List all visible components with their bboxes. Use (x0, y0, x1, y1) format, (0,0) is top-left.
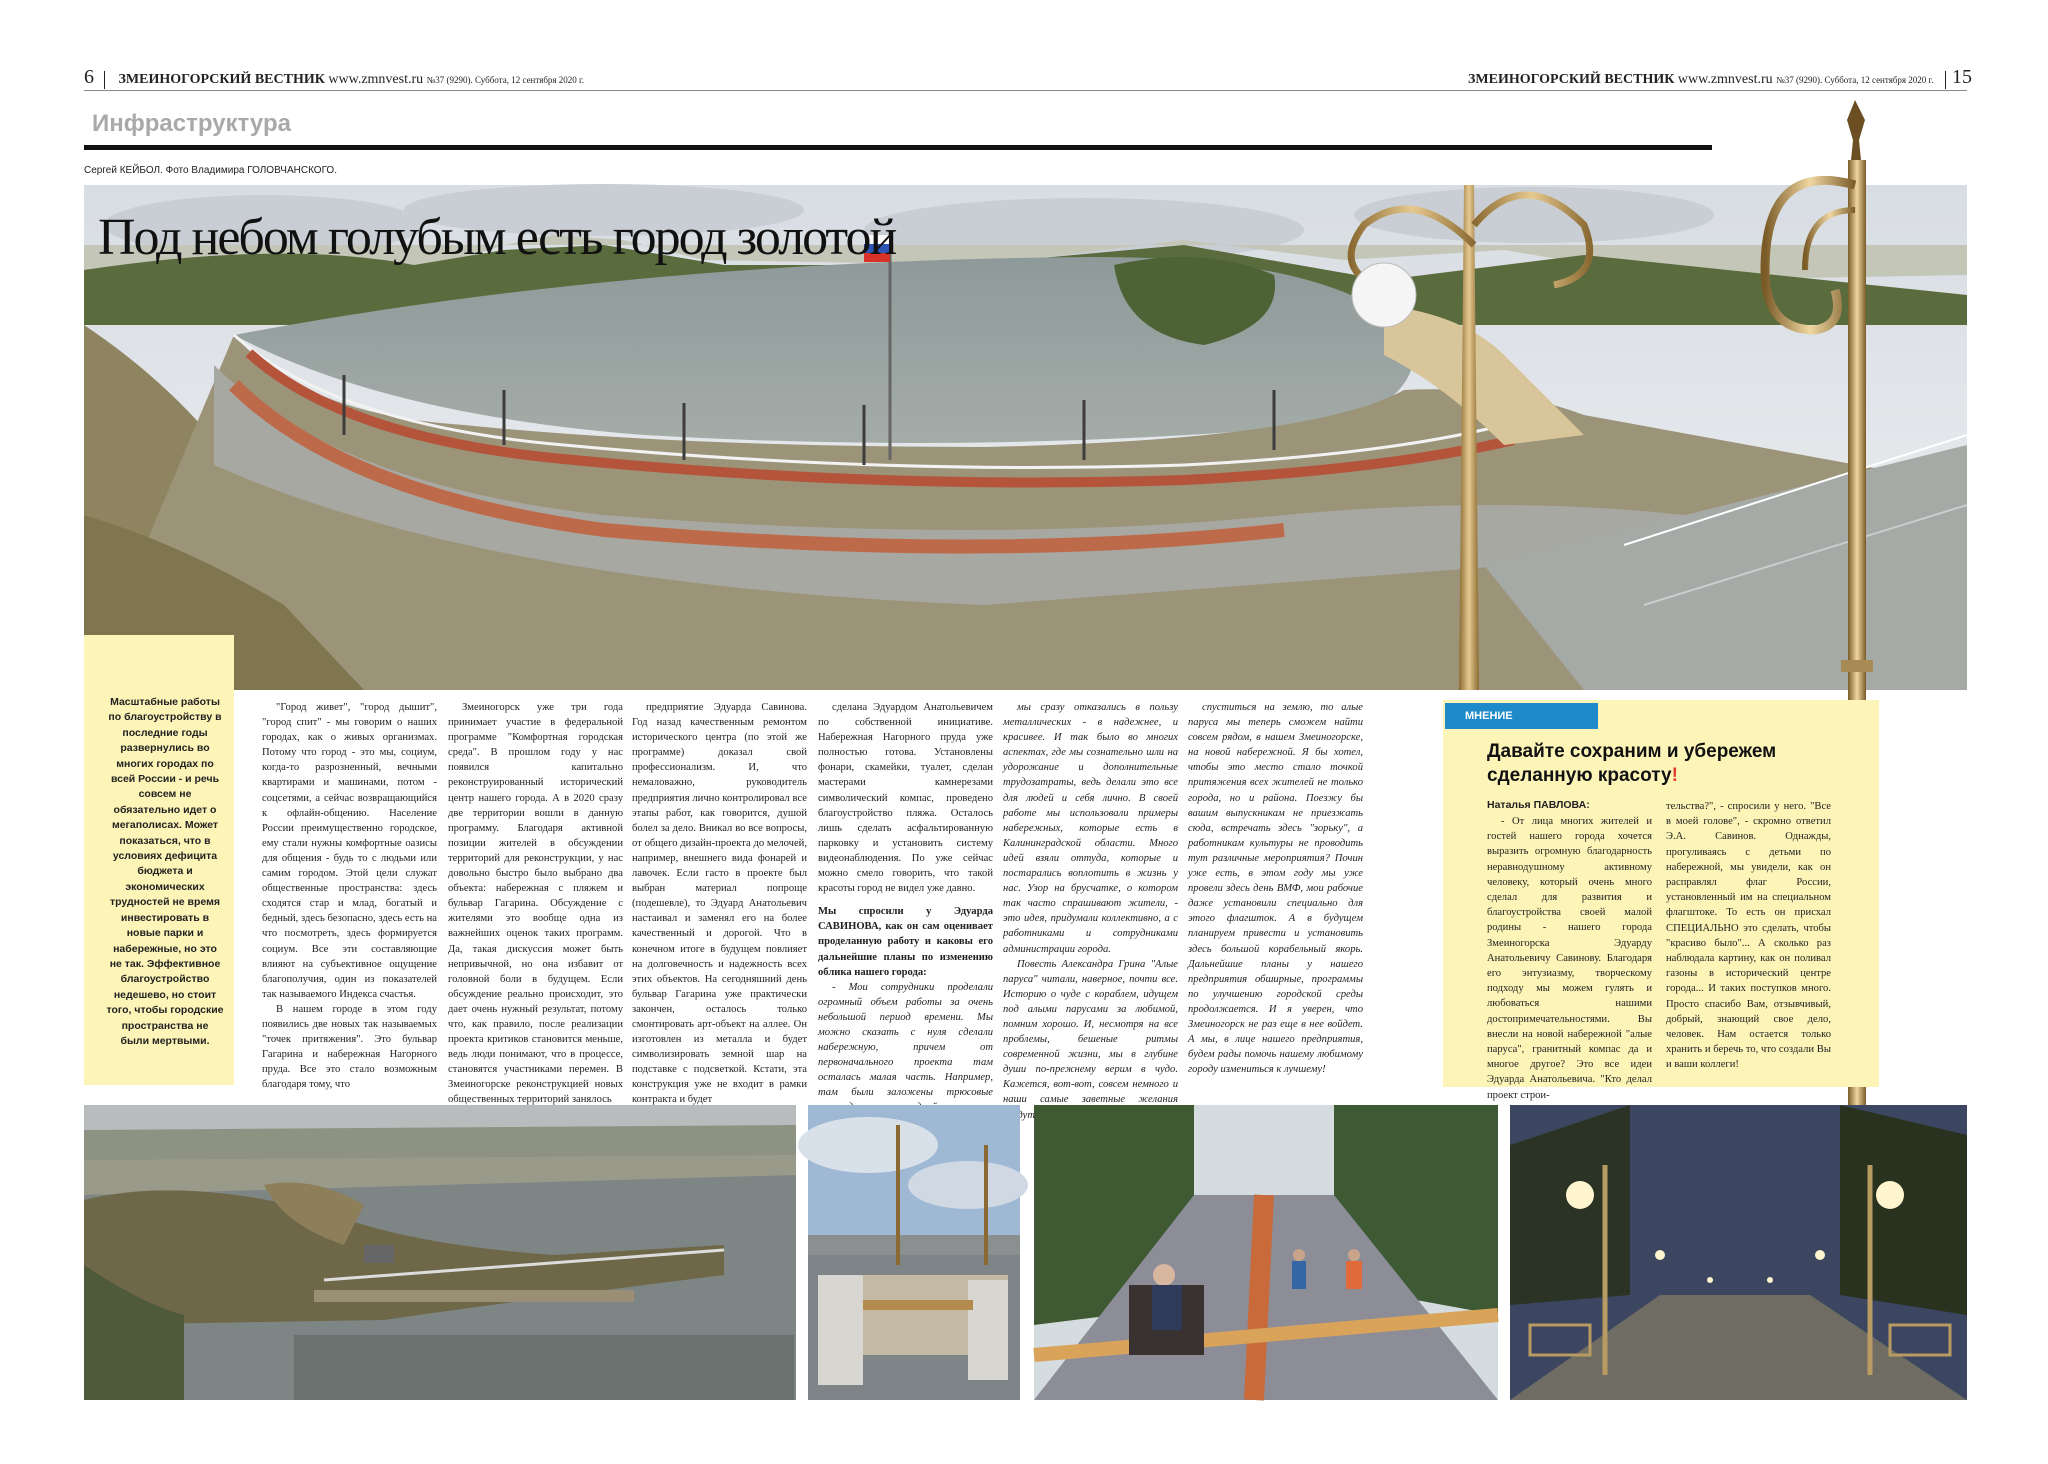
opinion-column-2 (1666, 799, 1831, 1069)
article-paragraph: "Город живет", "город дышит", "город спит" - мы говорим о наших городах, как о живых организмах. Потому что город - это мы, социум, когда-то разрозненный, вечными квартирами и машинами, потом - соцсетями, а сейчас возвращающийся к офлайн-общению. Население России преимущественно городское, ему стали нужны комфортные оазисы для общения - будь то с людьми или самим городом. Этой цели служат общественные пространства: здесь сходятся стар и млад, богатый и бедный, здесь безопасно, здесь есть на что посмотреть, здесь формируется социум. Все эти составляющие влияют на субъективное ощущение благополучия, один из показателей так называемого Индекса счастья. (262, 702, 438, 1000)
interview-question: Мы спросили у Эдуарда САВИНОВА, как он сам оценивает проделанную работу и каковы его дальнейшие планы по изменению облика нашего города: (818, 906, 993, 978)
opinion-title-text: Давайте сохраним и убережем сделанную красоту (1487, 741, 1777, 786)
article-paragraph: В нашем городе в этом году появились две новых так называемых "точек притяжения". Это бульвар Гагарина и набережная Нагорного пруда. Все это стало возможным благодаря тому, что (262, 1003, 437, 1091)
opinion-author: Наталья ПАВЛОВА: (1487, 799, 1590, 811)
opinion-title-mark: ! (1671, 765, 1678, 786)
site-url: www.zmnvest.ru (328, 72, 424, 87)
lead-paragraph-box: Масштабные работы по благоустройству в последние годы развернулись во многих городах по всей России - и речь совсем не обязательно идет о мегаполисах. Может показаться, что в условиях дефицита бюджета и экономических трудностей не время инвестировать в новые парки и набережные, но это не так. Эффективное благоустройство недешево, но стоит того, чтобы городские пространства не были мертвыми. (84, 635, 234, 1085)
paper-name: ЗМЕИНОГОРСКИЙ ВЕСТНИК (1468, 72, 1675, 87)
article-column-1 (262, 700, 437, 1090)
paper-name: ЗМЕИНОГОРСКИЙ ВЕСТНИК (118, 72, 325, 87)
article-column-3 (632, 700, 807, 1106)
article-column-4 (818, 700, 993, 1099)
interview-answer: Повесть Александра Грина "Алые паруса" читали, наверное, почти все. Историю о чуде с кораблем, идущем под алыми парусами за любимой, помним хорошо. И, несмотря на все проблемы, бешеные ритмы современной жизни, мы в глубине души по-прежнему верим в чудо. Кажется, вот-вот, совсем немного и наши самые заветные желания сбудутся. (1003, 958, 1178, 1121)
interview-answer: спуститься на землю, то алые паруса мы теперь сможем найти совсем рядом, в нашем Змеиногорске, на новой набережной. Я бы хотел, чтобы это место стало точкой притяжения всех жителей не только города, но и района. Поезжу бы вашим выпускникам не приезжать сюда, встречать здесь "зорьку", а работникам культуры не проводить тут различные мероприятия? Почин уже есть, в этом году мы уже провели здесь день ВМФ, мои рабочие даже установили специально для этого флагшток. А в будущем планируем привести и установить здесь большой корабельный якорь. Дальнейшие планы у нашего предприятия обширные, программы по улучшению городской среды продолжается. И я уверен, что Змеиногорск не раз еще в нее войдет. А мы, в лице нашего предприятия, будем рады помочь нашему любимому городу измениться к лучшему! (1188, 702, 1363, 1076)
interview-answer: - Мои сотрудники проделали огромный объем работы за очень небольшой период времени. Мы можно сказать с нуля сделали набережную, причем от первоначального проекта там осталась малая часть. Например, там были заложены трюсовые (818, 981, 993, 1099)
right-page-header (1468, 66, 1972, 89)
issue-info: №37 (9290). Суббота, 12 сентября 2020 г. (426, 75, 584, 85)
opinion-tag: МНЕНИЕ (1445, 703, 1598, 729)
article-paragraph: предприятие Эдуарда Савинова. Год назад качественным ремонтом исторического центра (по этой же программе) доказал свой профессионализм. И, что немаловажно, руководитель предприятия лично контролировал все этапы работ, как говорится, душой болел за дело. Вникал во все вопросы, от общего дизайн-проекта до мелочей, например, внешнего вида фонарей и лавочек. Если гасто в проекте был выбран материал попроще (подешевле), то Эдуард Анатольевич настаивал и заменял его на более качественный и дорогой. Что в конечном итоге в будущем повлияет на долговечность и надежность всех этих объектов. На сегодняшний день бульвар Гагарина уже практически закончен, осталось только смонтировать арт-объект на аллее. Он изготовлен из металла и будет символизировать земной шар на подставке с подсветкой. Кстати, эта конструкция уже не входит в рамки контракта и будет (632, 702, 807, 1106)
opinion-column-1 (1487, 814, 1652, 1101)
article-column-5 (1003, 700, 1178, 1121)
article-headline: Под небом голубым есть город золотой (98, 209, 896, 266)
left-page-number: 6 (84, 66, 94, 88)
photo-credit: Сергей КЕЙБОЛ. Фото Владимира ГОЛОВЧАНСКОГО. (84, 165, 337, 176)
right-page-number: 15 (1951, 66, 1972, 88)
opinion-paragraph: - От лица многих жителей и гостей нашего города хочется выразить огромную благодарность неравнодушному активному человеку, который очень много сделал для развития и благоустройства своей малой родины - нашего города Змеиногорска Эдуарду Анатольевичу Савинову. Благодаря его энтузиазму, творческому подходу мы можем гулять и любоваться нашими достопримечательностями. Вы внесли на новой набережной "алые паруса", гранитный компас да и многое другое? Это все идеи Эдуарда Анатольевича. "Кто делал проект строи- (1487, 816, 1652, 1101)
interview-answer: мы сразу отказались в пользу металлических - в надежнее, и красивее. И так было во многих аспектах, где мы сознательно шли на удорожание и дополнительные трудозатраты, ведь делали это все для людей и себя лично. В своей работе мы использовали примеры набережных, которые есть в Калининградской области. Много идей взяли оттуда, которые и постарались воплотить в жизнь у нас. Узор на брусчатке, о котором так часто спрашивают жители, - это идея, придумали коллективно, а с работниками и сотрудниками администрации города. (1003, 702, 1178, 955)
article-paragraph: сделана Эдуардом Анатольевичем по собственной инициативе. Набережная Нагорного пруда уже полностью готова. Установлены фонари, скамейки, туалет, сделан мастерами камнерезами символический компас, проведено благоустройство пляжа. Осталось лишь сделать асфальтированную парковку и установить систему видеонаблюдения. По уже сейчас можно смело говорить, что такой красоты город не видел уже давно. (818, 702, 993, 895)
boulevard-bench-photo (1034, 1105, 1498, 1400)
article-paragraph: Змеиногорск уже три года принимает участие в федеральной программе "Комфортная городская среда". В прошлом году у нас появился капитально реконструированный исторический центр нашего города. А в 2020 сразу две территории вошли в данную программу. Благодаря активной позиции жителей в обсуждении территорий для реконструкции, у нас довольно быстро было выбрано два объекта: набережная с пляжем и бульвар Гагарина. Обсуждение с жителями это вообще одна из важнейших оценок таких программ. Да, такая дискуссия может быть непривычной, но она избавит от головной боли в будущем. Если обсуждение реально происходит, это дает очень нужный результат, потому что, как правило, после реализации проекта критиков становится меньше, ведь люди понимают, что в процессе, становятся участниками перемен. В Змеиногорске реконструкцией новых общественных территорий занялось (448, 702, 623, 1106)
issue-info: №37 (9290). Суббота, 12 сентября 2020 г. (1776, 75, 1934, 85)
rubric-rule (84, 145, 1712, 150)
opinion-paragraph: тельства?", - спросили у него. "Все в моей голове", - скромно ответил Э.А. Савинов. Однажды, прогуливаясь с детьми по набережной, мы увидели, как он расправлял флаг России, установленный им на специальном флагштоке. То есть он присхал СПЕЦИАЛЬНО это сделать, чтобы "красиво было"... А сколько раз наблюдала картину, как он поливал газоны в исторический центре города... И таких поступков много. Просто спасибо Вам, отзывчивый, добрый, знающий свое дело, человек. Нам остается только хранить и беречь то, что создали Вы и ваши коллеги! (1666, 801, 1831, 1071)
opinion-title (1487, 740, 1817, 788)
night-boulevard-photo (1510, 1105, 1967, 1400)
article-column-6 (1188, 700, 1363, 1090)
article-column-2 (448, 700, 623, 1106)
aerial-embankment-photo (84, 1105, 796, 1400)
site-url: www.zmnvest.ru (1677, 72, 1773, 87)
rubric-title: Инфраструктура (92, 110, 291, 137)
bench-photo (808, 1105, 1020, 1400)
left-page-header (84, 66, 584, 89)
header-rule (84, 90, 1967, 91)
